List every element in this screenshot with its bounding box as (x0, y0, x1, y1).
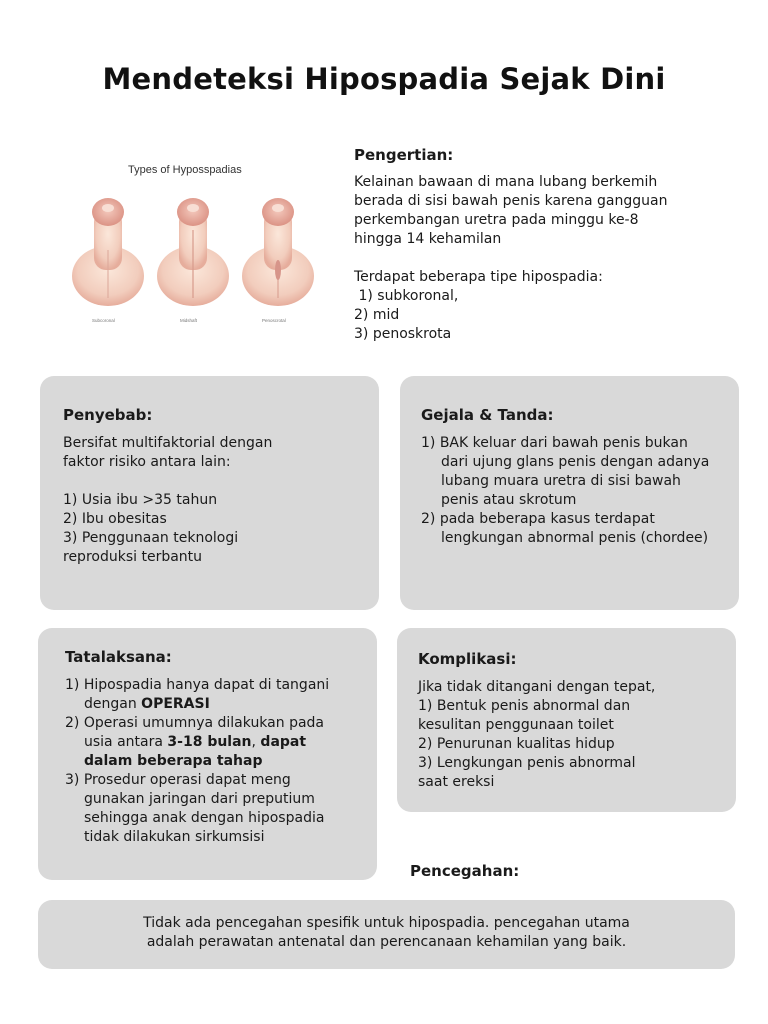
text-line: kesulitan penggunaan toilet (418, 717, 614, 733)
text-line: 2) Penurunan kualitas hidup (418, 736, 615, 752)
illustration-caption: Types of Hyposspadias (128, 164, 242, 176)
types-intro: Terdapat beberapa tipe hipospadia: (354, 269, 603, 285)
komplikasi-card (397, 628, 736, 812)
gejala-card (400, 376, 739, 610)
type-item: 2) mid (354, 307, 400, 323)
pengertian-heading: Pengertian: (354, 146, 454, 164)
komplikasi-body (418, 678, 716, 792)
gejala-heading: Gejala & Tanda: (421, 406, 554, 424)
figure-midshaft (157, 198, 229, 306)
text-line: 3) Lengkungan penis abnormal (418, 755, 636, 771)
list-item: 3) Penggunaan teknologi (63, 530, 239, 546)
list-item: 1) Usia ibu >35 tahun (63, 492, 218, 508)
penyebab-heading: Penyebab: (63, 406, 153, 424)
text-line: Tidak ada pencegahan spesifik untuk hipospadia. pencegahan utama (143, 915, 630, 931)
pencegahan-body (48, 914, 725, 952)
list-item: 1) BAK keluar dari bawah penis bukan dari ujung glans penis dengan adanya lubang muara uretra di sisi bawah penis atau skrotum (421, 435, 710, 508)
text-line: berada di sisi bawah penis karena gangguan (354, 193, 668, 209)
emphasis-text: dapat dalam beberapa tahap (84, 734, 307, 769)
list-item: 3) Prosedur operasi dapat meng gunakan jaringan dari preputium sehingga anak dengan hipospadia tidak dilakukan sirkumsisi (65, 772, 325, 845)
text-line: saat ereksi (418, 774, 495, 790)
emphasis-text: 3-18 bulan (167, 734, 252, 750)
list-item: 2) Ibu obesitas (63, 511, 167, 527)
text-line: adalah perawatan antenatal dan perencanaan kehamilan yang baik. (146, 934, 627, 950)
tatalaksana-card (38, 628, 377, 880)
text-line: Bersifat multifaktorial dengan (63, 435, 273, 451)
text-line: perkembangan uretra pada minggu ke-8 (354, 212, 639, 228)
text-run: 2) Operasi umumnya dilakukan pada usia antara (65, 715, 325, 750)
penyebab-body (63, 434, 357, 567)
pencegahan-heading: Pencegahan: (410, 862, 520, 880)
gejala-body (421, 434, 719, 548)
illustration-label-1: Subcoronal (92, 318, 115, 323)
type-item: 3) penoskrota (354, 326, 452, 342)
figure-penoscrotal (242, 198, 314, 306)
list-item-continued: reproduksi terbantu (63, 549, 203, 565)
text-line: hingga 14 kehamilan (354, 231, 502, 247)
text-run: , (251, 734, 261, 750)
text-line: 1) Bentuk penis abnormal dan (418, 698, 631, 714)
pengertian-definition (354, 173, 749, 344)
text-run: 1) Hipospadia hanya dapat di tangani dengan (65, 677, 330, 712)
tatalaksana-heading: Tatalaksana: (65, 648, 172, 666)
tatalaksana-body (65, 676, 351, 847)
illustration-label-2: Midshaft (180, 318, 198, 323)
komplikasi-heading: Komplikasi: (418, 650, 517, 668)
pengertian-section (354, 146, 749, 344)
emphasis-text: OPERASI (141, 696, 210, 712)
list-item: 2) pada beberapa kasus terdapat lengkungan abnormal penis (chordee) (421, 511, 709, 546)
text-line: Kelainan bawaan di mana lubang berkemih (354, 174, 658, 190)
list-item (65, 676, 351, 714)
illustration-label-3: Penoscrotal (262, 318, 286, 323)
list-item (65, 714, 351, 771)
text-line: Jika tidak ditangani dengan tepat, (418, 679, 656, 695)
hypospadias-drawing (62, 158, 327, 328)
text-line: faktor risiko antara lain: (63, 454, 231, 470)
figure-subcoronal (72, 198, 144, 306)
page-title: Mendeteksi Hipospadia Sejak Dini (102, 62, 666, 96)
penyebab-card (40, 376, 379, 610)
pencegahan-card (38, 900, 735, 969)
type-item: 1) subkoronal, (354, 288, 459, 304)
hypospadias-illustration (62, 158, 327, 328)
